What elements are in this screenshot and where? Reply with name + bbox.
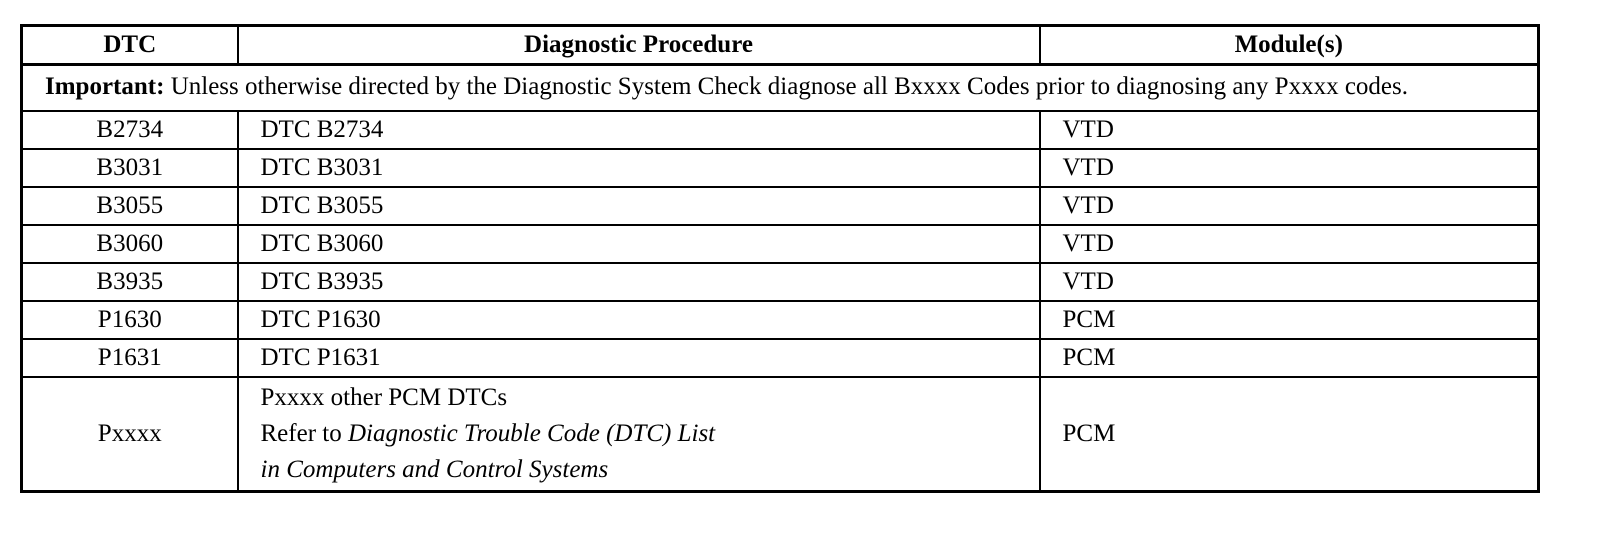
table-row [22,149,1539,187]
dtc-cell: B2734 [22,111,238,149]
procedure-multiline [238,377,1040,492]
module-cell: VTD [1040,187,1539,225]
module-cell: PCM [1040,377,1539,492]
module-cell: VTD [1040,263,1539,301]
reference-section-text: in Computers and Control Systems [260,456,609,483]
dtc-list-link[interactable]: Diagnostic Trouble Code (DTC) List [347,420,716,447]
dtc-cell: P1631 [22,339,238,377]
procedure-link[interactable]: DTC B3055 [238,187,1040,225]
important-text: Unless otherwise directed by the Diagnostic System Check diagnose all Bxxxx Codes prior to diagnosing any Pxxxx codes. [164,73,1408,100]
procedure-link[interactable]: DTC B3031 [238,149,1040,187]
module-cell: VTD [1040,149,1539,187]
module-cell: PCM [1040,339,1539,377]
header-procedure: Diagnostic Procedure [238,26,1040,65]
procedure-line: Pxxxx other PCM DTCs [260,384,508,411]
important-label: Important: [45,73,165,100]
dtc-cell: B3031 [22,149,238,187]
dtc-table-container [20,24,1537,493]
dtc-cell: B3055 [22,187,238,225]
table-row [22,301,1539,339]
module-cell: PCM [1040,301,1539,339]
refer-to-text: Refer to [260,420,348,447]
header-dtc: DTC [22,26,238,65]
note-row [22,65,1539,112]
table-row [22,339,1539,377]
dtc-cell: B3935 [22,263,238,301]
module-cell: VTD [1040,111,1539,149]
dtc-cell: B3060 [22,225,238,263]
header-module: Module(s) [1040,26,1539,65]
table-row [22,263,1539,301]
procedure-link[interactable]: DTC B2734 [238,111,1040,149]
dtc-cell: Pxxxx [22,377,238,492]
module-cell: VTD [1040,225,1539,263]
dtc-table [20,24,1540,493]
table-row [22,187,1539,225]
procedure-link[interactable]: DTC P1631 [238,339,1040,377]
table-row [22,377,1539,492]
dtc-cell: P1630 [22,301,238,339]
table-row [22,225,1539,263]
header-row [22,26,1539,65]
procedure-link[interactable]: DTC B3935 [238,263,1040,301]
table-row [22,111,1539,149]
procedure-reference-line [261,416,1017,452]
important-note [22,65,1539,112]
procedure-link[interactable]: DTC P1630 [238,301,1040,339]
procedure-link[interactable]: DTC B3060 [238,225,1040,263]
